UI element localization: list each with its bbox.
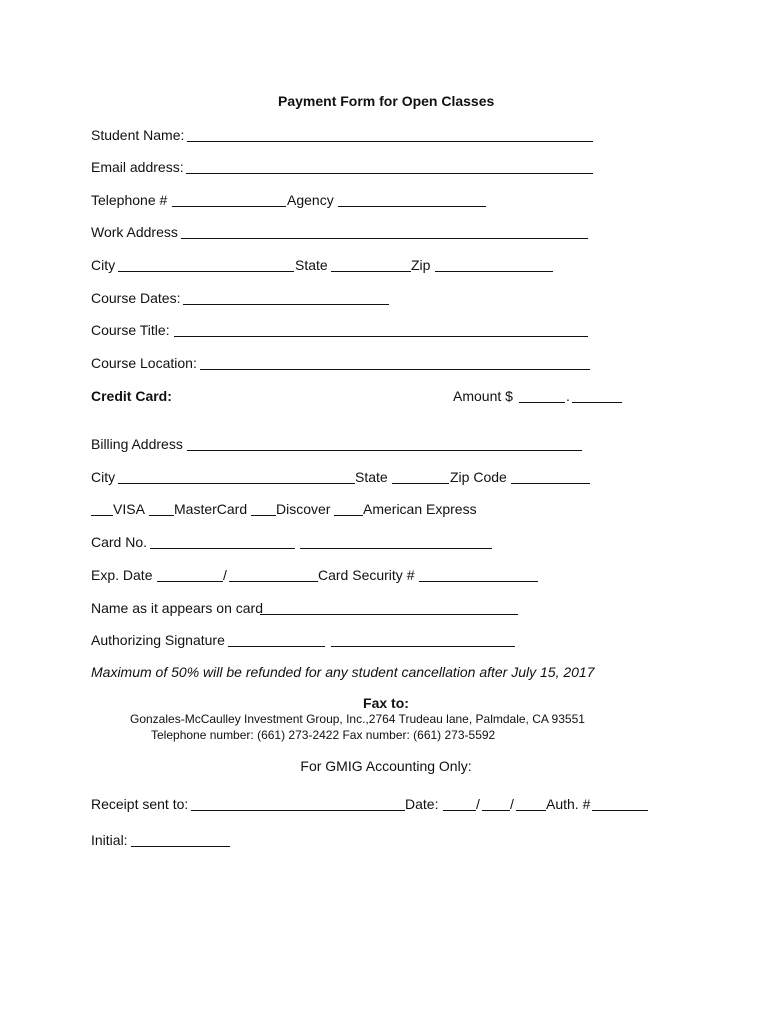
amount-label: Amount $ — [453, 388, 513, 404]
billing-city-field[interactable] — [118, 483, 355, 484]
billing-zip-field[interactable] — [511, 483, 590, 484]
exp-year-field[interactable] — [229, 581, 318, 582]
telephone-field[interactable] — [172, 206, 286, 207]
billing-state-label: State — [355, 469, 388, 485]
card-no-field-2[interactable] — [300, 548, 492, 549]
course-dates-label: Course Dates: — [91, 290, 181, 306]
initial-label: Initial: — [91, 832, 128, 848]
amount-separator: . — [566, 388, 570, 404]
exp-date-separator: / — [223, 567, 227, 583]
exp-date-label: Exp. Date — [91, 567, 153, 583]
billing-state-field[interactable] — [392, 483, 449, 484]
discover-checkbox[interactable] — [251, 515, 276, 516]
email-field[interactable] — [186, 173, 593, 174]
visa-label: VISA — [113, 501, 145, 517]
billing-zip-label: Zip Code — [450, 469, 507, 485]
amount-dollars-field[interactable] — [519, 402, 565, 403]
mastercard-label: MasterCard — [174, 501, 248, 517]
work-address-label: Work Address — [91, 224, 178, 240]
signature-field-1[interactable] — [228, 646, 325, 647]
city-field[interactable] — [118, 271, 294, 272]
receipt-label: Receipt sent to: — [91, 796, 189, 812]
auth-label: Auth. # — [546, 796, 591, 812]
initial-field[interactable] — [131, 846, 230, 847]
billing-address-field[interactable] — [187, 450, 582, 451]
name-on-card-field[interactable] — [260, 614, 518, 615]
signature-field-2[interactable] — [331, 646, 515, 647]
exp-month-field[interactable] — [157, 581, 223, 582]
card-no-field-1[interactable] — [150, 548, 295, 549]
refund-note: Maximum of 50% will be refunded for any student cancellation after July 15, 2017 — [91, 664, 595, 680]
auth-field[interactable] — [592, 810, 648, 811]
fax-heading: Fax to: — [363, 695, 409, 711]
student-name-field[interactable] — [187, 141, 593, 142]
accounting-date-month-field[interactable] — [443, 810, 476, 811]
accounting-heading: For GMIG Accounting Only: — [300, 758, 472, 774]
amex-checkbox[interactable] — [334, 515, 363, 516]
fax-phones: Telephone number: (661) 273-2422 Fax number: (661) 273-5592 — [151, 728, 496, 742]
email-label: Email address: — [91, 159, 184, 175]
agency-label: Agency — [287, 192, 334, 208]
accounting-date-sep-2: / — [510, 796, 514, 812]
signature-label: Authorizing Signature — [91, 632, 225, 648]
student-name-label: Student Name: — [91, 127, 185, 143]
name-on-card-label: Name as it appears on card — [91, 600, 263, 616]
zip-label: Zip — [411, 257, 431, 273]
receipt-field[interactable] — [191, 810, 405, 811]
fax-address: Gonzales-McCaulley Investment Group, Inc.,2764 Trudeau lane, Palmdale, CA 93551 — [130, 712, 585, 726]
billing-city-label: City — [91, 469, 116, 485]
card-no-label: Card No. — [91, 534, 148, 550]
agency-field[interactable] — [338, 206, 486, 207]
state-field[interactable] — [331, 271, 411, 272]
amex-label: American Express — [363, 501, 477, 517]
city-label: City — [91, 257, 116, 273]
amount-cents-field[interactable] — [572, 402, 622, 403]
accounting-date-sep-1: / — [476, 796, 480, 812]
course-title-field[interactable] — [174, 336, 588, 337]
telephone-label: Telephone # — [91, 192, 168, 208]
course-location-label: Course Location: — [91, 355, 197, 371]
card-security-field[interactable] — [419, 581, 538, 582]
accounting-date-day-field[interactable] — [482, 810, 510, 811]
course-title-label: Course Title: — [91, 322, 170, 338]
course-dates-field[interactable] — [183, 304, 389, 305]
accounting-date-year-field[interactable] — [516, 810, 546, 811]
course-location-field[interactable] — [200, 369, 590, 370]
form-title: Payment Form for Open Classes — [278, 93, 495, 109]
mastercard-checkbox[interactable] — [149, 515, 174, 516]
state-label: State — [295, 257, 328, 273]
zip-field[interactable] — [435, 271, 553, 272]
credit-card-heading: Credit Card: — [91, 388, 172, 404]
work-address-field[interactable] — [181, 238, 588, 239]
card-security-label: Card Security # — [318, 567, 415, 583]
accounting-date-label: Date: — [405, 796, 439, 812]
billing-address-label: Billing Address — [91, 436, 183, 452]
visa-checkbox[interactable] — [91, 515, 113, 516]
discover-label: Discover — [276, 501, 331, 517]
